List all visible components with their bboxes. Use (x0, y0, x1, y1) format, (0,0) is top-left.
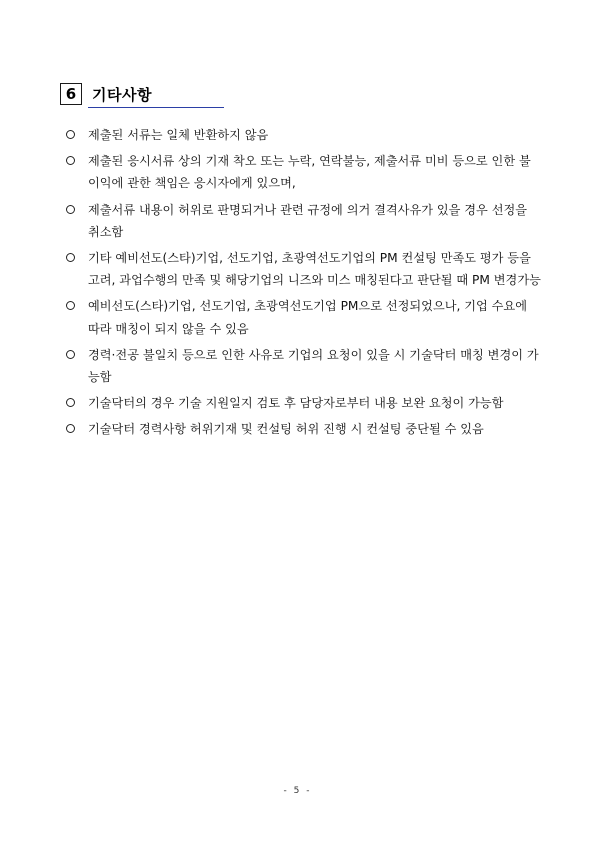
list-item (62, 247, 542, 291)
circle-bullet-icon (66, 398, 75, 407)
circle-bullet-icon (66, 156, 75, 165)
list-item (62, 295, 542, 339)
list-item (62, 392, 542, 414)
section-title: 기타사항 (92, 86, 152, 104)
circle-bullet-icon (66, 130, 75, 139)
list-item (62, 418, 542, 440)
item-text: 제출된 응시서류 상의 기재 착오 또는 누락, 연락불능, 제출서류 미비 등으로 인한 불이익에 관한 책임은 응시자에게 있으며, (88, 154, 531, 191)
list-item (62, 124, 542, 146)
item-text: 기타 예비선도(스타)기업, 선도기업, 초광역선도기업의 PM 컨설팅 만족도 평가 등을 고려, 과업수행의 만족 및 해당기업의 니즈와 미스 매칭된다고 판단될 때 PM 변경가능 (88, 251, 541, 288)
notice-list (62, 124, 542, 445)
item-text: 제출서류 내용이 허위로 판명되거나 관련 규정에 의거 결격사유가 있을 경우 선정을 취소함 (88, 202, 528, 239)
circle-bullet-icon (66, 301, 75, 310)
circle-bullet-icon (66, 253, 75, 262)
item-text: 예비선도(스타)기업, 선도기업, 초광역선도기업 PM으로 선정되었으나, 기업 수요에 따라 매칭이 되지 않을 수 있음 (88, 299, 527, 336)
section-underline (88, 107, 224, 108)
section-header (60, 83, 225, 109)
list-item (62, 344, 542, 388)
circle-bullet-icon (66, 205, 75, 214)
section-number: 6 (60, 83, 82, 105)
item-text: 기술닥터 경력사항 허위기재 및 컨설팅 허위 진행 시 컨설팅 중단될 수 있음 (88, 422, 484, 437)
item-text: 기술닥터의 경우 기술 지원일지 검토 후 담당자로부터 내용 보완 요청이 가능함 (88, 396, 504, 411)
list-item (62, 199, 542, 243)
page-number: - 5 - (283, 786, 312, 796)
item-text: 제출된 서류는 일체 반환하지 않음 (88, 128, 269, 142)
circle-bullet-icon (66, 424, 75, 433)
circle-bullet-icon (66, 350, 75, 359)
list-item (62, 150, 542, 194)
item-text: 경력·전공 불일치 등으로 인한 사유로 기업의 요청이 있을 시 기술닥터 매칭 변경이 가능함 (88, 347, 539, 385)
